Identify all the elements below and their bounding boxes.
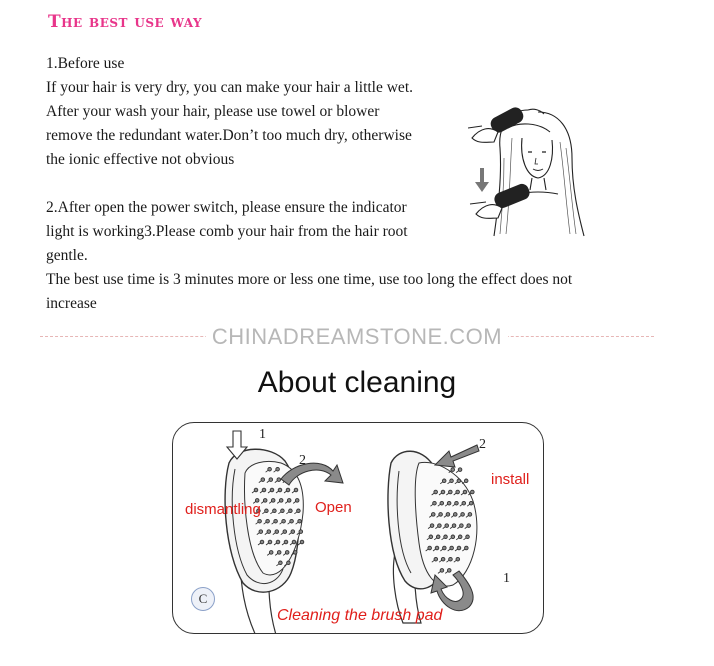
page-title: The best use way (48, 12, 203, 32)
cleaning-diagram (173, 423, 543, 633)
dismantling-label: dismantling (185, 501, 261, 518)
instruction-line: remove the redundant water.Don’t too much dry, otherwise (46, 127, 412, 144)
instruction-line: gentle. (46, 247, 88, 264)
watermark-text: CHINADREAMSTONE.COM (206, 324, 508, 349)
cleaning-caption: Cleaning the brush pad (277, 607, 443, 624)
instruction-line: 2.After open the power switch, please ensure the indicator (46, 199, 407, 216)
cleaning-section-title: About cleaning (257, 366, 457, 399)
diagonal-arrow-icon (435, 445, 479, 467)
hair-brushing-illustration (468, 98, 588, 238)
instruction-line: The best use time is 3 minutes more or less one time, use too long the effect does not (46, 271, 573, 288)
cleaning-diagram-panel (172, 422, 544, 634)
before-use-heading: 1.Before use (46, 55, 125, 72)
instruction-line: If your hair is very dry, you can make your hair a little wet. (46, 79, 413, 96)
instruction-line: light is working3.Please comb your hair from the hair root (46, 223, 408, 240)
instruction-line: the ionic effective not obvious (46, 151, 235, 168)
left-step-1-number: 1 (259, 427, 266, 442)
instruction-line: After your wash your hair, please use towel or blower (46, 103, 380, 120)
curved-arrow-icon (281, 463, 343, 485)
right-step-1-number: 1 (503, 571, 510, 586)
left-step-2-number: 2 (299, 453, 306, 468)
right-step-2-number: 2 (479, 437, 486, 452)
open-label: Open (315, 499, 352, 516)
instruction-line: increase (46, 295, 97, 312)
install-label: install (491, 471, 530, 488)
section-marker-c: C (191, 587, 215, 611)
watermark (0, 324, 714, 350)
